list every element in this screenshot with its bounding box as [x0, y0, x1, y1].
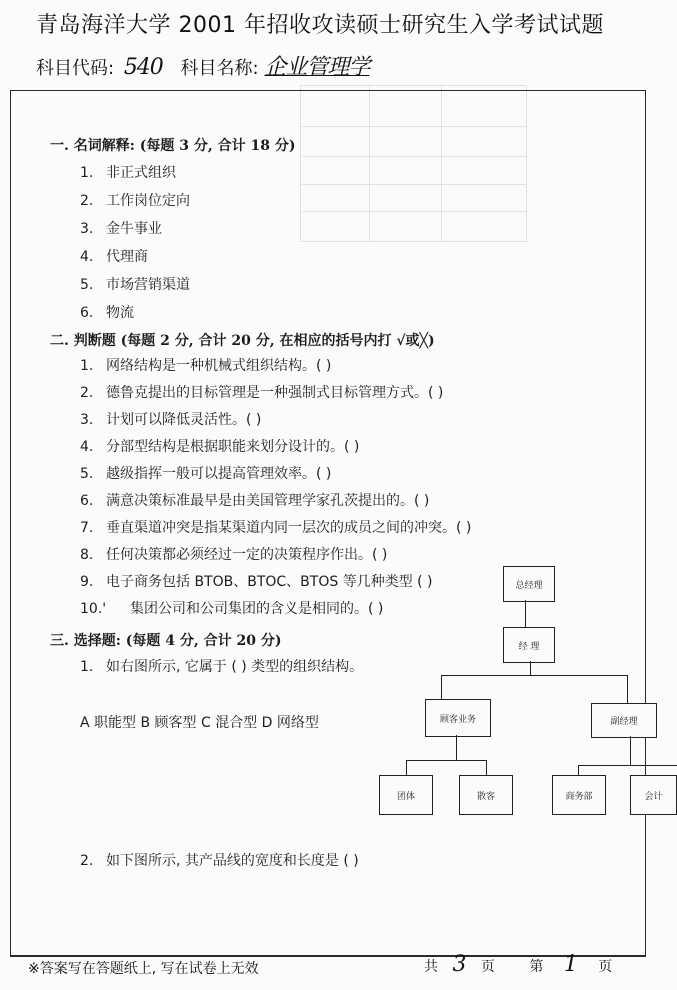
section3-heading: 三. 选择题: (每题 4 分, 合计 20 分) [50, 633, 282, 649]
list-item: 9. 电子商务包括 BTOB、BTOC、BTOS 等几种类型 ( ) [80, 574, 433, 590]
connector [525, 600, 526, 627]
list-item: 2. 工作岗位定向 [80, 193, 190, 209]
answer-notice: ※答案写在答题纸上, 写在试卷上无效 [28, 961, 259, 977]
connector [456, 735, 457, 760]
connector [530, 661, 531, 675]
exam-title: 青岛海洋大学 2001 年招收攻读硕士研究生入学考试试题 [36, 13, 604, 38]
page-indicator: 共 3 页 第 1 页 [424, 952, 613, 977]
subject-code-label: 科目代码: [36, 58, 115, 79]
connector [578, 765, 677, 766]
list-item: 10.' 集团公司和公司集团的含义是相同的。( ) [80, 601, 384, 617]
node-customer-business: 顾客业务 [425, 699, 491, 737]
connector [486, 760, 487, 775]
list-item: 2. 德鲁克提出的目标管理是一种强制式目标管理方式。( ) [80, 385, 444, 401]
subject-name-label: 科目名称: [180, 58, 259, 79]
subject-name-value: 企业管理学 [264, 55, 370, 80]
section1-heading: 一. 名词解释: (每题 3 分, 合计 18 分) [50, 138, 296, 154]
list-item: 6. 物流 [80, 305, 134, 321]
connector [627, 675, 628, 703]
list-item: 6. 满意决策标准最早是由美国管理学家孔茨提出的。( ) [80, 493, 430, 509]
list-item: 3. 金牛事业 [80, 221, 162, 237]
question-2: 2. 如下图所示, 其产品线的宽度和长度是 ( ) [80, 853, 359, 869]
list-item: 3. 计划可以降低灵活性。( ) [80, 412, 262, 428]
node-ceo: 总经理 [503, 566, 555, 602]
list-item: 5. 市场营销渠道 [80, 277, 190, 293]
node-accounting: 会计 [630, 775, 677, 815]
node-business-dept: 商务部 [552, 775, 606, 815]
list-item: 4. 代理商 [80, 249, 148, 265]
list-item: 1. 非正式组织 [80, 165, 176, 181]
connector [406, 760, 407, 775]
list-item: 5. 越级指挥一般可以提高管理效率。( ) [80, 466, 332, 482]
connector [630, 736, 631, 766]
node-manager: 经 理 [503, 627, 555, 663]
section2-heading: 二. 判断题 (每题 2 分, 合计 20 分, 在相应的括号内打 √或╳) [50, 333, 435, 349]
connector [441, 675, 442, 699]
subject-meta [36, 50, 369, 81]
question-1: 1. 如右图所示, 它属于 ( ) 类型的组织结构。 [80, 659, 364, 675]
list-item: 4. 分部型结构是根据职能来划分设计的。( ) [80, 439, 360, 455]
list-item: 8. 任何决策都必须经过一定的决策程序作出。( ) [80, 547, 388, 563]
list-item: 7. 垂直渠道冲突是指某渠道内同一层次的成员之间的冲突。( ) [80, 520, 472, 536]
node-deputy-manager: 副经理 [591, 703, 657, 738]
connector [441, 675, 627, 676]
connector [406, 760, 486, 761]
node-group: 团体 [379, 775, 433, 815]
total-pages: 3 [452, 952, 467, 977]
subject-code-value: 540 [123, 55, 163, 80]
question-1-options: A 职能型 B 顾客型 C 混合型 D 网络型 [80, 715, 319, 731]
list-item: 1. 网络结构是一种机械式组织结构。( ) [80, 358, 332, 374]
node-retail: 散客 [459, 775, 513, 815]
current-page: 1 [563, 952, 578, 977]
